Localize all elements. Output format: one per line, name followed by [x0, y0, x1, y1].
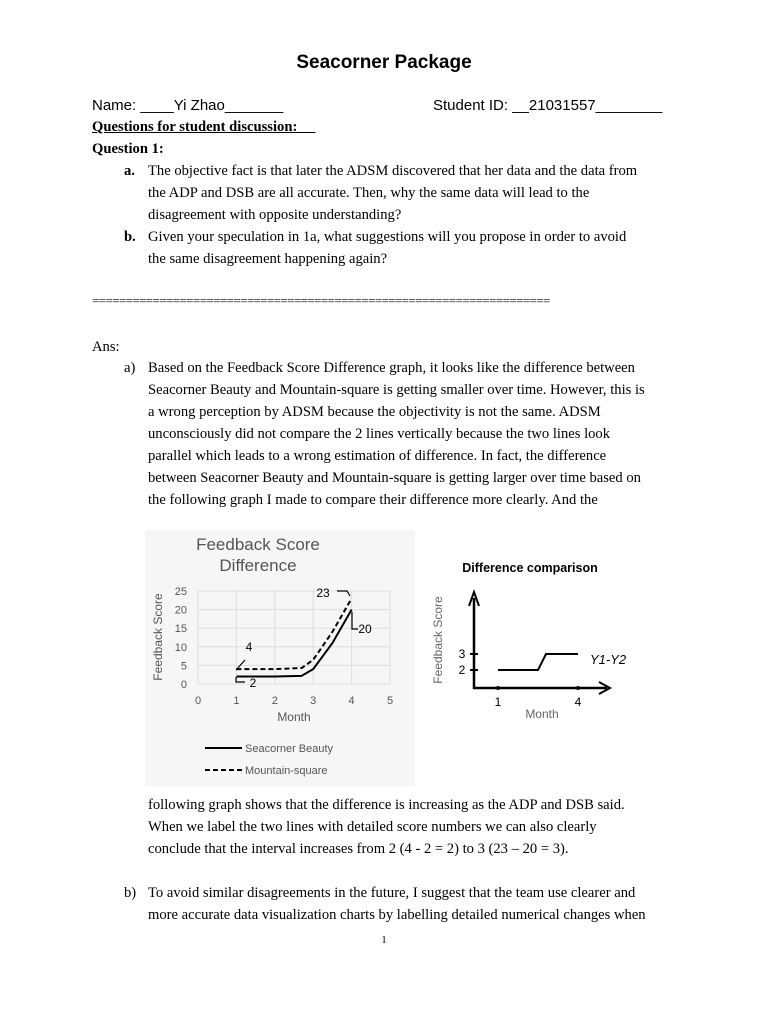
y-tick-label: 15 [174, 623, 187, 636]
x-tick [496, 686, 500, 690]
page-number: 1 [381, 934, 387, 946]
x-tick-label: 5 [386, 695, 394, 707]
x-axis-label: Month [277, 710, 311, 724]
ans-label: Ans: [92, 339, 120, 355]
paragraph-line: a wrong perception by ADSM because the objectivity is not the same. ADSM [148, 404, 601, 420]
paragraph-line: more accurate data visualization charts by labelling detailed numerical changes when [148, 907, 646, 923]
questions-heading: Questions for student discussion: [92, 119, 316, 135]
paragraph-line: The objective fact is that later the ADSM discovered that her data and the data from [148, 163, 638, 179]
question1-label: Question 1: [92, 141, 164, 157]
y-axis-label: Feedback Score [151, 593, 165, 681]
student-id-field: Student ID: __21031557________ [433, 97, 663, 114]
paragraph-line: parallel which leads to a wrong estimation of difference. In fact, the difference [148, 448, 607, 464]
x-tick-label: 1 [233, 695, 240, 707]
chart-title: Difference [219, 556, 297, 575]
data-label: 4 [245, 640, 253, 654]
x-tick-label: 3 [310, 695, 317, 707]
x-tick-label: 1 [494, 695, 502, 709]
list-marker: b. [124, 229, 136, 245]
paragraph-line: the ADP and DSB are all accurate. Then, why the same data will lead to the [148, 185, 590, 201]
paragraph-line: To avoid similar disagreements in the future, I suggest that the team use clearer and [148, 885, 636, 901]
series-label: Y1-Y2 [590, 652, 627, 667]
chart-title: Feedback Score [196, 535, 320, 554]
x-tick-label: 4 [574, 695, 582, 709]
y-tick-label: 5 [180, 660, 187, 673]
x-axis-label: Month [525, 707, 559, 721]
y-tick-label: 3 [458, 647, 466, 661]
paragraph-line: Given your speculation in 1a, what suggestions will you propose in order to avoid [148, 229, 627, 245]
document-title: Seacorner Package [296, 52, 472, 73]
y-tick-label: 10 [174, 641, 187, 654]
chart-title: Difference comparison [462, 561, 598, 575]
feedback-score-difference-chart [145, 530, 415, 786]
x-tick-label: 4 [348, 695, 355, 707]
separator: ==================================================================== [92, 293, 550, 308]
paragraph-line: Seacorner Beauty and Mountain-square is getting smaller over time. However, this is [148, 382, 645, 398]
y-axis-label: Feedback Score [431, 596, 445, 684]
data-label: 20 [358, 622, 372, 636]
x-tick-label: 2 [271, 695, 278, 707]
paragraph-line: conclude that the interval increases from 2 (4 - 2 = 2) to 3 (23 – 20 = 3). [148, 841, 569, 857]
name-field: Name: ____Yi Zhao_______ [92, 97, 284, 114]
paragraph-line: the following graph I made to compare their difference more clearly. And the [148, 492, 598, 508]
y-tick-label: 0 [180, 679, 187, 691]
paragraph-line: following graph shows that the difference is increasing as the ADP and DSB said. [148, 797, 625, 813]
y-tick-label: 2 [458, 663, 466, 677]
list-marker: a) [124, 360, 136, 376]
paragraph-line: When we label the two lines with detailed score numbers we can also clearly [148, 819, 597, 835]
paragraph-line: Based on the Feedback Score Difference graph, it looks like the difference between [148, 360, 635, 376]
y-tick-label: 25 [174, 586, 187, 598]
difference-comparison-chart [425, 550, 640, 730]
paragraph-line: between Seacorner Beauty and Mountain-square is getting larger over time based on [148, 470, 641, 486]
x-tick [576, 686, 580, 690]
paragraph-line: unconsciously did not compare the 2 lines vertically because the two lines look [148, 426, 611, 442]
list-marker: a. [124, 163, 135, 179]
data-label: 23 [316, 586, 330, 600]
list-marker: b) [124, 885, 137, 901]
x-tick-label: 0 [194, 695, 202, 707]
legend-label: Seacorner Beauty [245, 743, 334, 755]
legend-label: Mountain-square [245, 765, 328, 777]
data-label: 2 [249, 676, 257, 690]
chart-background [425, 550, 640, 730]
y-tick-label: 20 [174, 604, 187, 617]
paragraph-line: the same disagreement happening again? [148, 251, 388, 267]
paragraph-line: disagreement with opposite understanding? [148, 207, 402, 223]
